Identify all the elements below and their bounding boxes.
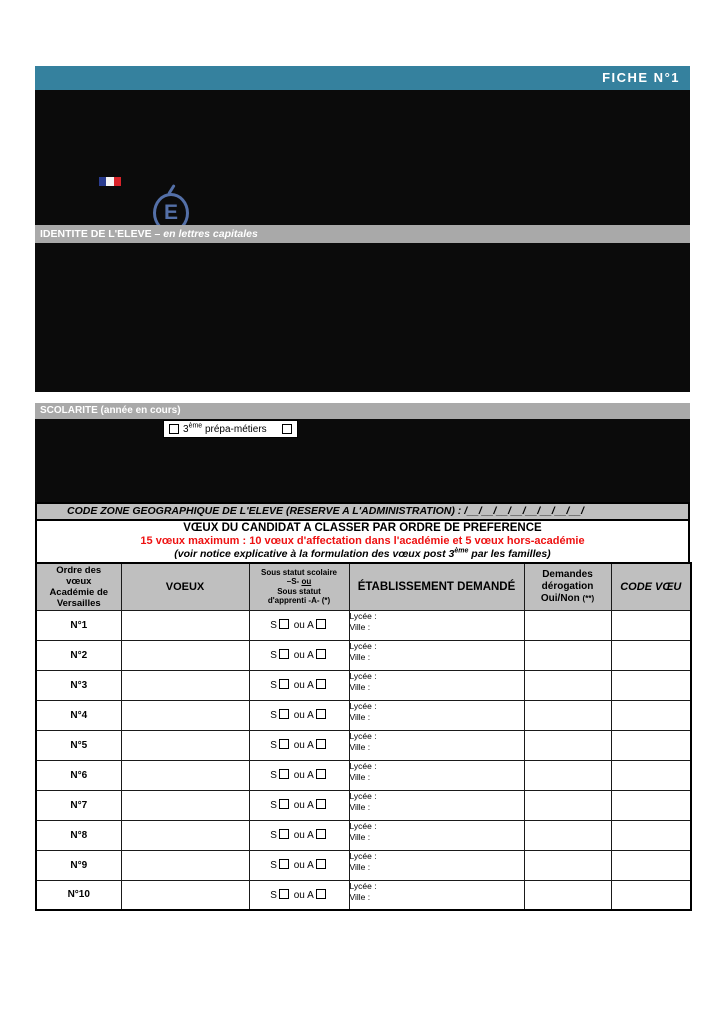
lycee-label: Lycée :: [349, 640, 377, 651]
scolarite-title: SCOLARITE (année en cours): [40, 405, 181, 416]
ville-label: Ville :: [349, 711, 371, 722]
table-row: [36, 610, 691, 640]
derogation-cell[interactable]: [524, 850, 611, 880]
statut-s-checkbox[interactable]: [279, 769, 289, 779]
fiche-title-bar: [35, 66, 690, 90]
code-voeu-cell[interactable]: [611, 640, 691, 670]
statut-a-checkbox[interactable]: [316, 739, 326, 749]
lycee-label: Lycée :: [349, 820, 377, 831]
code-voeu-cell[interactable]: [611, 790, 691, 820]
statut-s-checkbox[interactable]: [279, 739, 289, 749]
statut-s-checkbox[interactable]: [279, 829, 289, 839]
code-voeu-cell[interactable]: [611, 730, 691, 760]
row-number: N°2: [36, 640, 121, 670]
ville-label: Ville :: [349, 831, 371, 842]
section-identite-header: [35, 225, 690, 243]
derogation-cell[interactable]: [524, 670, 611, 700]
statut-cell: S ou A: [249, 880, 349, 910]
lycee-label: Lycée :: [349, 670, 377, 681]
statut-cell: S ou A: [249, 670, 349, 700]
header-ordre: Ordre des vœux Académie de Versailles: [36, 563, 121, 610]
table-row: [36, 670, 691, 700]
code-voeu-cell[interactable]: [611, 850, 691, 880]
ville-label: Ville :: [349, 891, 371, 902]
derogation-cell[interactable]: [524, 790, 611, 820]
lycee-label: Lycée :: [349, 850, 377, 861]
flag-blue-band: [99, 177, 106, 186]
derogation-cell[interactable]: [524, 700, 611, 730]
statut-a-checkbox[interactable]: [316, 649, 326, 659]
derogation-cell[interactable]: [524, 820, 611, 850]
statut-s-checkbox[interactable]: [279, 649, 289, 659]
prepa-metiers-option: [163, 420, 298, 438]
identite-title: IDENTITE DE L'ELEVE –: [40, 228, 164, 240]
identite-note: en lettres capitales: [163, 228, 258, 240]
voeu-input-cell[interactable]: [121, 730, 249, 760]
voeux-intro-title: VŒUX DU CANDIDAT A CLASSER PAR ORDRE DE PREFERENCE: [183, 522, 542, 534]
lycee-label: Lycée :: [349, 760, 377, 771]
etablissement-cell[interactable]: [349, 730, 524, 760]
row-number: N°9: [36, 850, 121, 880]
voeu-input-cell[interactable]: [121, 700, 249, 730]
voeux-intro-note: (voir notice explicative à la formulation des vœux post 3ème par les familles): [174, 547, 551, 560]
statut-cell: S ou A: [249, 610, 349, 640]
code-voeu-cell[interactable]: [611, 610, 691, 640]
code-voeu-cell[interactable]: [611, 880, 691, 910]
lycee-label: Lycée :: [349, 700, 377, 711]
voeu-input-cell[interactable]: [121, 790, 249, 820]
lycee-label: Lycée :: [349, 610, 377, 621]
header-derogation: Demandes dérogation Oui/Non (**): [524, 563, 611, 610]
table-row: [36, 640, 691, 670]
ville-label: Ville :: [349, 801, 371, 812]
voeu-input-cell[interactable]: [121, 760, 249, 790]
table-row: [36, 700, 691, 730]
derogation-cell[interactable]: [524, 880, 611, 910]
code-zone-label: CODE ZONE GEOGRAPHIQUE DE L'ELEVE (RESERVE A L'ADMINISTRATION) : /__/__/__/__/__/__/__/__/: [67, 505, 584, 517]
voeu-input-cell[interactable]: [121, 610, 249, 640]
row-number: N°8: [36, 820, 121, 850]
statut-cell: S ou A: [249, 700, 349, 730]
header-voeux: VOEUX: [121, 563, 249, 610]
statut-s-checkbox[interactable]: [279, 859, 289, 869]
statut-s-checkbox[interactable]: [279, 679, 289, 689]
prepa-metiers-checkbox[interactable]: [169, 424, 179, 434]
voeux-intro-warning: 15 vœux maximum : 10 vœux d'affectation dans l'académie et 5 vœux hors-académie: [140, 535, 585, 547]
prepa-metiers-checkbox-right[interactable]: [282, 424, 292, 434]
redacted-scolarite-block: [35, 419, 690, 502]
redacted-header-block: [35, 90, 690, 225]
etablissement-cell[interactable]: [349, 760, 524, 790]
code-voeu-cell[interactable]: [611, 700, 691, 730]
code-voeu-cell[interactable]: [611, 820, 691, 850]
statut-cell: S ou A: [249, 790, 349, 820]
row-number: N°4: [36, 700, 121, 730]
statut-a-checkbox[interactable]: [316, 769, 326, 779]
etablissement-cell[interactable]: [349, 850, 524, 880]
lycee-label: Lycée :: [349, 730, 377, 741]
derogation-cell[interactable]: [524, 610, 611, 640]
header-code-voeu: CODE VŒU: [611, 563, 691, 610]
section-scolarite-header: [35, 403, 690, 419]
statut-s-checkbox[interactable]: [279, 619, 289, 629]
voeu-input-cell[interactable]: [121, 820, 249, 850]
ville-label: Ville :: [349, 651, 371, 662]
statut-s-checkbox[interactable]: [279, 799, 289, 809]
voeux-intro-box: [35, 521, 690, 562]
header-etablissement: ÉTABLISSEMENT DEMANDÉ: [349, 563, 524, 610]
row-number: N°3: [36, 670, 121, 700]
row-number: N°6: [36, 760, 121, 790]
row-number: N°5: [36, 730, 121, 760]
statut-a-checkbox[interactable]: [316, 799, 326, 809]
row-number: N°10: [36, 880, 121, 910]
voeu-input-cell[interactable]: [121, 670, 249, 700]
fiche-title: FICHE N°1: [602, 70, 680, 85]
statut-cell: S ou A: [249, 820, 349, 850]
table-row: [36, 820, 691, 850]
header-statut: Sous statut scolaire –S- ou Sous statut d'apprenti -A- (*): [249, 563, 349, 610]
lycee-label: Lycée :: [349, 880, 377, 891]
table-row: [36, 760, 691, 790]
statut-cell: S ou A: [249, 730, 349, 760]
code-voeu-cell[interactable]: [611, 670, 691, 700]
statut-s-checkbox[interactable]: [279, 889, 289, 899]
voeu-input-cell[interactable]: [121, 850, 249, 880]
row-number: N°1: [36, 610, 121, 640]
table-row: [36, 850, 691, 880]
derogation-cell[interactable]: [524, 730, 611, 760]
redacted-identity-block: [35, 243, 690, 392]
french-flag-icon: [99, 177, 121, 186]
etablissement-cell[interactable]: [349, 610, 524, 640]
statut-cell: S ou A: [249, 640, 349, 670]
code-voeu-cell[interactable]: [611, 760, 691, 790]
etablissement-cell[interactable]: [349, 670, 524, 700]
statut-a-checkbox[interactable]: [316, 709, 326, 719]
ville-label: Ville :: [349, 771, 371, 782]
code-zone-row[interactable]: [35, 502, 690, 521]
ville-label: Ville :: [349, 741, 371, 752]
flag-white-band: [106, 177, 113, 186]
derogation-cell[interactable]: [524, 640, 611, 670]
etablissement-cell[interactable]: [349, 790, 524, 820]
statut-a-checkbox[interactable]: [316, 829, 326, 839]
statut-cell: S ou A: [249, 850, 349, 880]
table-row: [36, 730, 691, 760]
derogation-cell[interactable]: [524, 760, 611, 790]
etablissement-cell[interactable]: [349, 880, 524, 910]
statut-cell: S ou A: [249, 760, 349, 790]
flag-red-band: [114, 177, 121, 186]
voeux-table: [35, 562, 692, 911]
statut-a-checkbox[interactable]: [316, 619, 326, 629]
logo-circle-icon: E: [153, 193, 189, 233]
statut-a-checkbox[interactable]: [316, 889, 326, 899]
statut-a-checkbox[interactable]: [316, 679, 326, 689]
voeu-input-cell[interactable]: [121, 640, 249, 670]
statut-a-checkbox[interactable]: [316, 859, 326, 869]
statut-s-checkbox[interactable]: [279, 709, 289, 719]
etablissement-cell[interactable]: [349, 640, 524, 670]
lycee-label: Lycée :: [349, 790, 377, 801]
ville-label: Ville :: [349, 861, 371, 872]
table-row: [36, 880, 691, 910]
voeu-input-cell[interactable]: [121, 880, 249, 910]
table-header-row: [36, 563, 691, 610]
prepa-metiers-label: 3ème prépa-métiers: [183, 422, 267, 435]
etablissement-cell[interactable]: [349, 700, 524, 730]
row-number: N°7: [36, 790, 121, 820]
table-row: [36, 790, 691, 820]
etablissement-cell[interactable]: [349, 820, 524, 850]
ville-label: Ville :: [349, 681, 371, 692]
ville-label: Ville :: [349, 621, 371, 632]
